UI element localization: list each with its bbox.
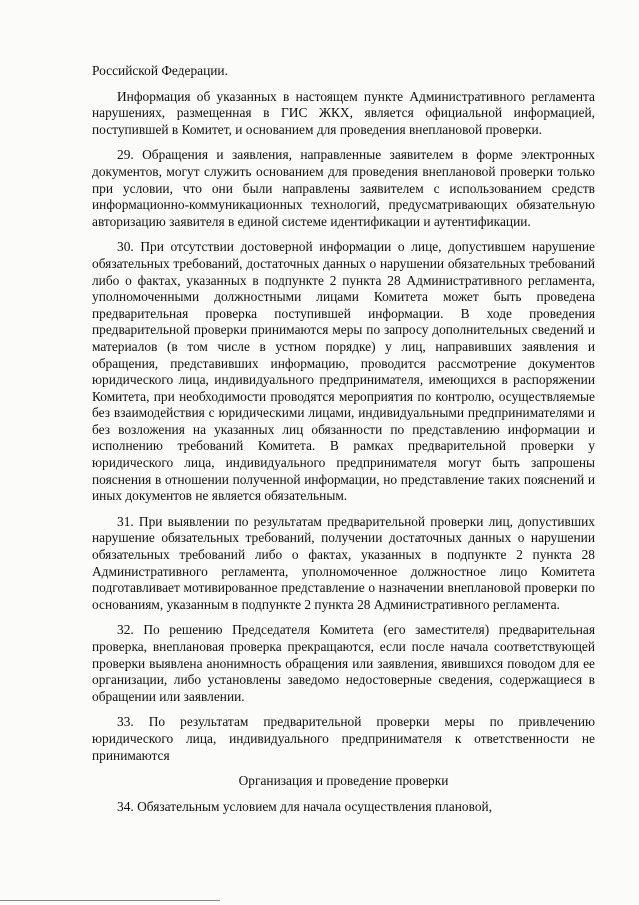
footnote-separator-line bbox=[0, 900, 220, 901]
section-heading: Организация и проведение проверки bbox=[238, 773, 449, 789]
paragraph-continuation: Российской Федерации. bbox=[92, 63, 228, 78]
paragraph-33: 33. По результатам предварительной проверки меры по привлечению юридического лица, индивидуального предпринимателя к ответственности не принимаются bbox=[92, 714, 595, 763]
paragraph-34: 34. Обязательным условием для начала осуществления плановой, bbox=[117, 798, 493, 814]
paragraph-32: 32. По решению Председателя Комитета (его заместителя) предварительная проверка, внеплановая проверка прекращаются, если после начала соответствующей проверки выявлена анонимность обращения или заявления, явившихся поводом для ее организации, либо установлены заведомо недостоверные сведения, содержащиеся в обращении или заявлении. bbox=[92, 622, 595, 704]
paragraph-31: 31. При выявлении по результатам предварительной проверки лиц, допустивших нарушение обязательных требований, получении достаточных данных о нарушении обязательных требований либо о фактах, указанных в подпункте 2 пункта 28 Административного регламента, уполномоченное должностное лицо Комитета подготавливает мотивированное представление о назначении внеплановой проверки по основаниям, указанным в подпункте 2 пункта 28 Административного регламента. bbox=[92, 513, 595, 612]
paragraph-30: 30. При отсутствии достоверной информации о лице, допустившем нарушение обязательных требований, достаточных данных о нарушении обязательных требований либо о фактах, указанных в подпункте 2 пункта 28 Административного регламента, уполномоченными должностными лицами Комитета может быть проведена предварительная проверка поступившей информации. В ходе проведения предварительной проверки принимаются меры по запросу дополнительных сведений и материалов (в том числе в устном порядке) у лиц, направивших заявления и обращения, представивших информацию, проводится рассмотрение документов юридического лица, индивидуального предпринимателя, имеющихся в распоряжении Комитета, при необходимости проводятся мероприятия по контролю, осуществляемые без взаимодействия с юридическими лицами, индивидуальными предпринимателями и без возложения на указанных лиц обязанности по представлению информации и исполнению требований Комитета. В рамках предварительной проверки у юридического лица, индивидуального предпринимателя могут быть запрошены пояснения в отношении полученной информации, но представление таких пояснений и иных документов не является обязательным. bbox=[92, 239, 595, 504]
document-body bbox=[92, 63, 595, 824]
paragraph-29: 29. Обращения и заявления, направленные заявителем в форме электронных документов, могут служить основанием для проведения внеплановой проверки только при условии, что они были направлены заявителем с использованием средств информационно-коммуникационных технологий, предусматривающих обязательную авторизацию заявителя в единой системе идентификации и аутентификации. bbox=[92, 147, 595, 229]
paragraph-gis-info: Информация об указанных в настоящем пункте Административного регламента нарушениях, размещенная в ГИС ЖКХ, является официальной информацией, поступившей в Комитет, и основанием для проведения внеплановой проверки. bbox=[92, 88, 595, 137]
